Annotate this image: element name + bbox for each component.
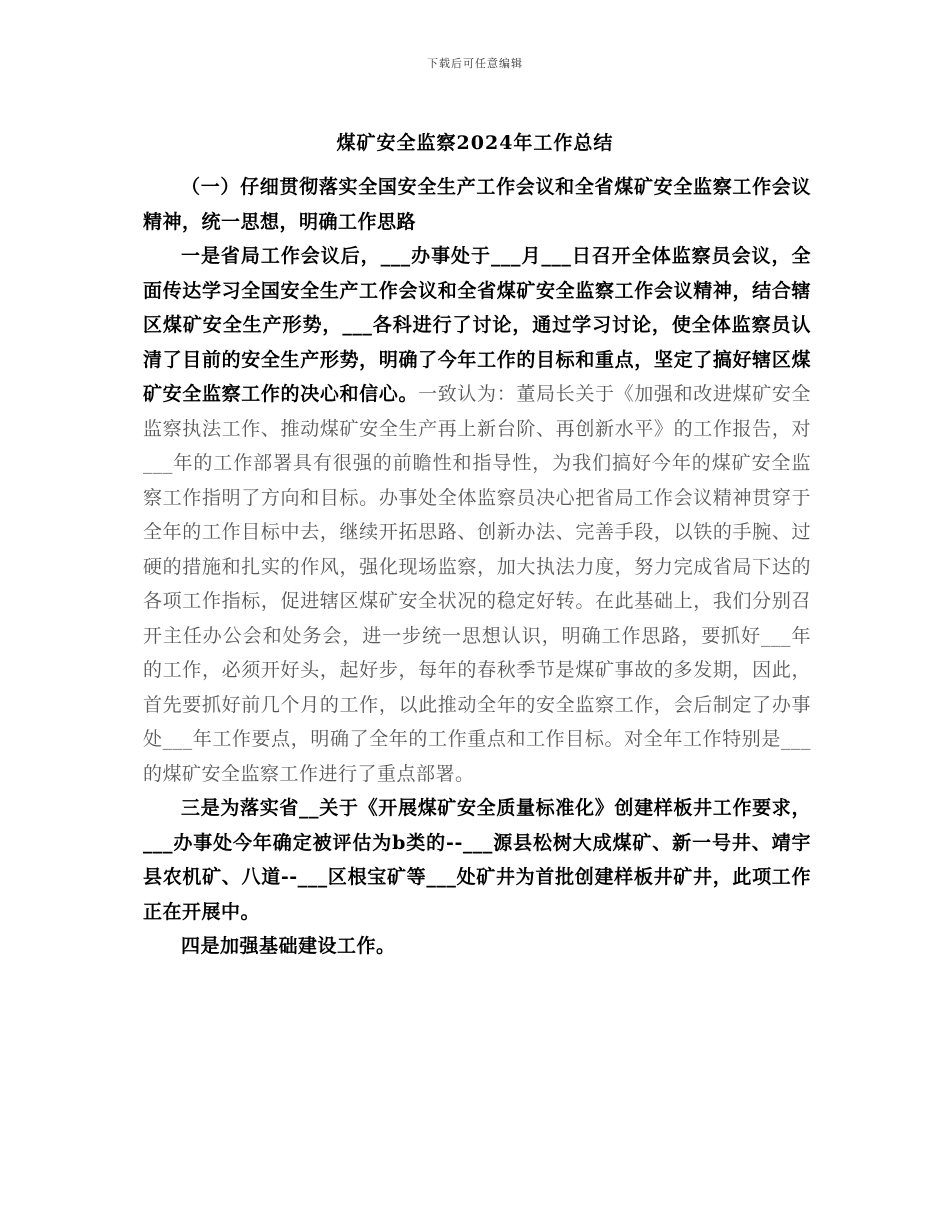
paragraph-four: 四是加强基础建设工作。 — [181, 935, 396, 957]
paragraph-one-bold: 一是省局工作会议后，___办事处于___月___日召开全体监察员会议，全面传达学习全国安全生产工作会议和全省煤矿安全监察工作会议精神，结合辖区煤矿安全生产形势，___各科进行了讨论，通过学习讨论，使全体监察员认清了目前的安全生产形势，明确了今年工作的目标和重点，坚定了搞好辖区煤矿安全监察工作的决心和信心。 — [143, 245, 811, 405]
section-heading: （一）仔细贯彻落实全国安全生产工作会议和全省煤矿安全监察工作会议精神，统一思想，明确工作思路 — [143, 176, 811, 233]
paragraph-one-regular: 一致认为：董局长关于《加强和改进煤矿安全监察执法工作、推动煤矿安全生产再上新台阶、再创新水平》的工作报告，对___年的工作部署具有很强的前瞻性和指导性，为我们搞好今年的煤矿安全监察工作指明了方向和目标。办事处全体监察员决心把省局工作会议精神贯穿于全年的工作目标中去，继续开拓思路、创新办法、完善手段，以铁的手腕、过硬的措施和扎实的作风，强化现场监察，加大执法力度，努力完成省局下达的各项工作指标，促进辖区煤矿安全状况的稳定好转。在此基础上，我们分别召开主任办公会和处务会，进一步统一思想认识，明确工作思路，要抓好___年的工作，必须开好头，起好步，每年的春秋季节是煤矿事故的多发期，因此，首先要抓好前几个月的工作，以此推动全年的安全监察工作，会后制定了办事处___年工作要点，明确了全年的工作重点和工作目标。对全年工作特别是___的煤矿安全监察工作进行了重点部署。 — [143, 383, 811, 785]
document-title: 煤矿安全监察2024年工作总结 — [336, 132, 614, 154]
document-body — [143, 170, 811, 964]
paragraph-one — [143, 239, 811, 791]
header-note: 下载后可任意编辑 — [427, 57, 523, 70]
paragraph-three: 三是为落实省__关于《开展煤矿安全质量标准化》创建样板井工作要求，___办事处今年确定被评估为b类的--___源县松树大成煤矿、新一号井、靖宇县农机矿、八道--___区根宝矿等___处矿井为首批创建样板井矿井，此项工作正在开展中。 — [143, 797, 811, 923]
